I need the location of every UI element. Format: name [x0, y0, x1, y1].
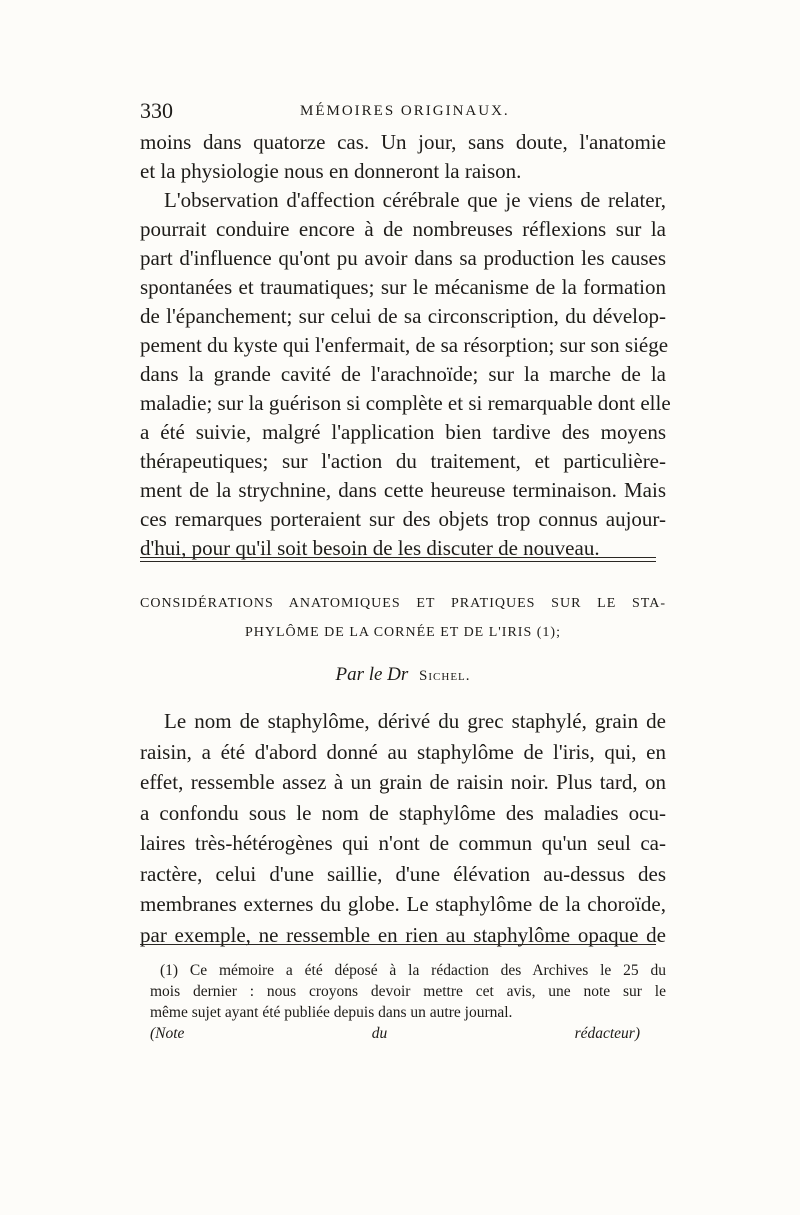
- text-line: effet, ressemble assez à un grain de raisin noir. Plus tard, on: [140, 770, 666, 794]
- running-head: [140, 98, 666, 130]
- article-body: [140, 706, 666, 950]
- footnote-line: même sujet ayant été publiée depuis dans un autre journal.: [150, 1004, 513, 1021]
- text-line: pourrait conduire encore à de nombreuses réflexions sur la: [140, 217, 666, 241]
- continued-text: [140, 128, 671, 563]
- article-title-line: CONSIDÉRATIONS ANATOMIQUES ET PRATIQUES SUR LE STA-: [140, 596, 666, 611]
- text-line: ces remarques porteraient sur des objets trop connus aujour-: [140, 507, 666, 531]
- running-title: MÉMOIRES ORIGINAUX.: [300, 103, 510, 119]
- text-line: a été suivie, malgré l'application bien tardive des moyens: [140, 420, 666, 444]
- footnote-rule: [140, 944, 656, 945]
- byline-prefix: Par le Dr: [335, 664, 409, 685]
- text-line: raisin, a été d'abord donné au staphylôme de l'iris, qui, en: [140, 739, 666, 764]
- text-line: ractère, celui d'une saillie, d'une élévation au-dessus des: [140, 861, 666, 886]
- footnote-line: mois dernier : nous croyons devoir mettre cet avis, une note sur le: [150, 983, 666, 1000]
- text-line: part d'influence qu'ont pu avoir dans sa production les causes: [140, 246, 666, 270]
- text-line: thérapeutiques; sur l'action du traitement, et particulière-: [140, 449, 666, 473]
- text-line: dans la grande cavité de l'arachnoïde; sur la marche de la: [140, 362, 666, 386]
- text-line: d'hui, pour qu'il soit besoin de les discuter de nouveau.: [140, 536, 600, 560]
- text-line: laires très-hétérogènes qui n'ont de commun qu'un seul ca-: [140, 831, 666, 855]
- text-line: membranes externes du globe. Le staphylôme de la choroïde,: [140, 892, 666, 916]
- text-line: et la physiologie nous en donneront la raison.: [140, 159, 522, 183]
- footnote-signature: (Note du rédacteur): [150, 1025, 640, 1042]
- text-line: Le nom de staphylôme, dérivé du grec staphylé, grain de: [164, 709, 666, 733]
- text-line: par exemple, ne ressemble en rien au staphylôme opaque de: [140, 922, 666, 947]
- page-number: 330: [140, 98, 173, 123]
- section-divider: [140, 557, 656, 558]
- text-line: L'observation d'affection cérébrale que je viens de relater,: [164, 188, 666, 212]
- section-divider: [140, 561, 656, 562]
- author-name: Sichel.: [419, 668, 471, 684]
- byline: [140, 664, 666, 686]
- text-line: ment de la strychnine, dans cette heureuse terminaison. Mais: [140, 478, 666, 502]
- text-line: de l'épanchement; sur celui de sa circonscription, du dévelop-: [140, 304, 666, 328]
- footnote: [150, 960, 666, 1044]
- footnote-line: (1) Ce mémoire a été déposé à la rédaction des Archives le 25 du: [160, 962, 666, 979]
- text-line: a confondu sous le nom de staphylôme des maladies ocu-: [140, 800, 666, 825]
- text-line: spontanées et traumatiques; sur le mécanisme de la formation: [140, 275, 666, 299]
- text-line: pement du kyste qui l'enfermait, de sa résorption; sur son siége: [140, 333, 669, 357]
- text-line: maladie; sur la guérison si complète et si remarquable dont elle: [140, 391, 671, 415]
- text-line: moins dans quatorze cas. Un jour, sans doute, l'anatomie: [140, 130, 666, 154]
- article-title-line: PHYLÔME DE LA CORNÉE ET DE L'IRIS (1);: [245, 625, 561, 640]
